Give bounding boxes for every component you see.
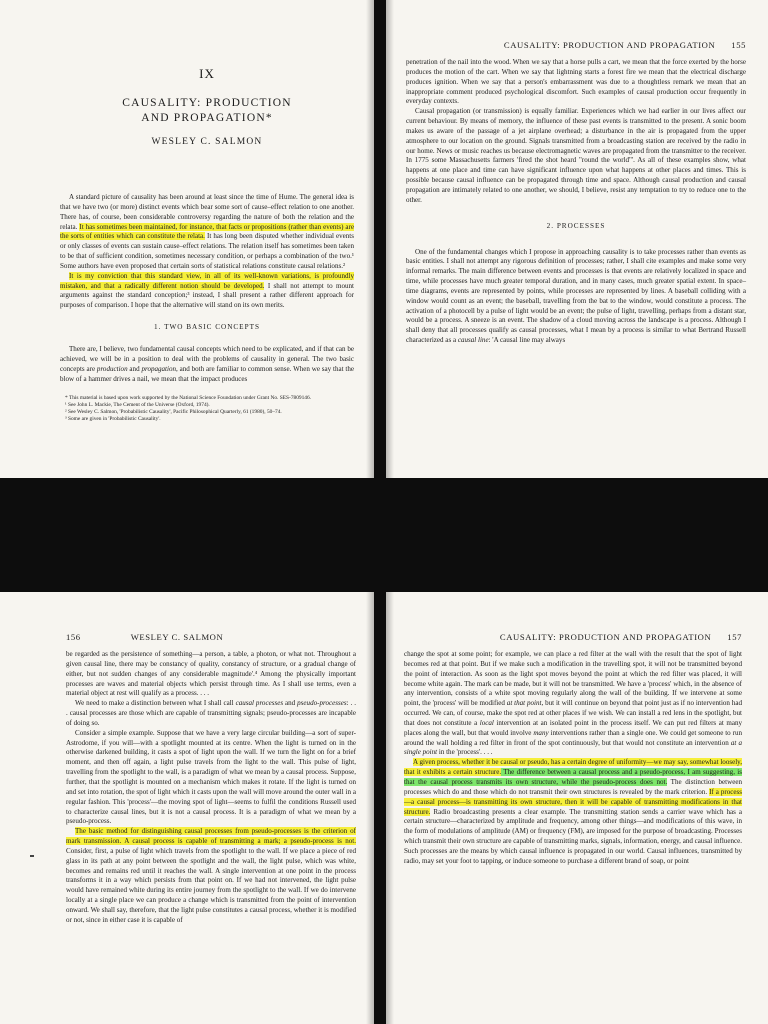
italic-term: pseudo-processes: [297, 699, 347, 708]
running-head-title: CAUSALITY: PRODUCTION AND PROPAGATION: [499, 632, 712, 642]
text-run: , but it will continue on beyond that point just as if no intervention had occurred. We can, of course, make the spot red at other places if we wish. We can install a red lens in the spotlight, but that does not constitute a: [404, 699, 742, 727]
text-run: and: [283, 699, 298, 708]
page-154: [0, 0, 374, 478]
text-run: and: [127, 364, 142, 373]
text-run: Consider, first, a pulse of light which travels from the spotlight to the wall. If we place a piece of red glass in its path at any point between the spotlight and the wall, the light pulse, which was white, becomes and remains red until it reaches the wall. A single intervention at one point in the process transforms it in a way which persists from that point on. If we had not intervened, the light pulse would have remained white during its entire journey from the spotlight to the wall. If we do intervene locally at a single place we can produce a change which is transmitted from the point of intervention onward. We shall say, therefore, that the light pulse constitutes a causal process, whether it is modified or not, since in either case it is capable of: [66, 846, 356, 924]
text-run: A standard picture of causality has been around at least since the time of Hume. The general idea is that we have two (or more) distinct events which bear some sort of cause–effect relation to one another. There has, of course, been considerable controversy regarding the nature of both the relation and the relata.: [60, 193, 354, 231]
italic-term: at that point: [506, 699, 542, 708]
running-head-title: WESLEY C. SALMON: [130, 632, 224, 642]
paragraph: Consider a simple example. Suppose that we have a very large circular building—a sort of super-Astrodome, if you will—with a spotlight mounted at its centre. When the light is turned on in the otherwise darkened building, it casts a spot of light upon the wall. If we turn the light on for a brief moment, and then off again, a light pulse travels from the light to the wall. This pulse of light, travelling from the spotlight to the wall, is a paradigm of what we mean by a causal process. Suppose, further, that the spotlight is mounted on a mechanism which makes it rotate. If the light is turned on and set into rotation, the spot of light which it casts upon the wall will move around the outer wall in a regular fashion. This 'process'—the moving spot of light—seems to fulfil the conditions Russell used to characterize causal lines, but it is not a causal process. It is a paradigm of what we mean by a pseudo-process.: [66, 728, 356, 826]
paragraph: [404, 650, 742, 758]
text-run: : . . . causal processes are those which are capable of transmitting signals; pseudo-processes are incapable of doing so.: [66, 699, 356, 727]
highlight-yellow: If a process—a causal process—is transmitting its own structure, then it will be capable of transmitting modifications in that structure.: [404, 787, 742, 816]
running-head: [404, 632, 742, 642]
text-run: change the spot at some point; for example, we can place a red filter at the wall with the result that the spot of light becomes red at that point. But if we make such a modification in the travelling spot, it will not be transmitted beyond the point of interaction. As soon as the light spot moves beyond the point at which the red filter was placed, it will become white again. The mark can be made, but it will not be transmitted. We have a 'process' which, in the absence of any intervention, consists of a white spot moving regularly along the wall of the building. If we intervene at some point, the 'process' will be modified: [404, 650, 742, 708]
text-run: I shall not attempt to mount arguments against the standard conception;³ instead, I shall present a rather different approach for purposes of comparison. I hope that the alternative will stand on its own merits.: [60, 281, 354, 310]
page-157: [386, 592, 768, 1024]
italic-term: many: [533, 728, 549, 737]
italic-term: propagation: [141, 364, 177, 373]
text-run: interventions rather than a single one. We could get someone to run around the wall holding a red filter in front of the spot continuously, but that would not constitute an intervention: [404, 728, 743, 747]
running-head: [66, 632, 356, 642]
italic-term: at a single point: [404, 738, 742, 757]
gutter-shadow: [386, 0, 394, 478]
paragraph: [66, 827, 356, 925]
paragraph: [60, 193, 354, 272]
italic-term: production: [96, 364, 128, 373]
page-number: 155: [731, 40, 746, 50]
text-run: : 'A causal line may always: [488, 336, 566, 345]
running-head: [406, 40, 746, 50]
text-run: There are, I believe, two fundamental causal concepts which need to be explicated, and if that can be achieved, we will be in a position to deal with the problems of causality in general. The two basic concepts are: [60, 344, 354, 373]
highlight-yellow: The basic method for distinguishing causal processes from pseudo-processes is the criterion of mark transmission. A causal process is capable of transmitting a mark; a pseudo-process is not.: [66, 827, 356, 846]
paragraph: Causal propagation (or transmission) is equally familiar. Experiences which we had earlier in our lives affect our current behaviour. By means of memory, the influence of these past events is transmitted to the present. A sonic boom makes us aware of the passage of a jet airplane overhead; a disturbance in the air is propagated from the upper atmosphere to our location on the ground. Signals transmitted from a broadcasting station are received by the radio in our home. News or music reaches us because electromagnetic waves are propagated from the transmitter to the receiver. In 1775 some Massachusetts farmers 'fired the shot heard "round the world"'. As all of these examples show, what happens at one place and time can have significant influence upon what happens at other places and times. This is possible because causal influence can be propagated through time and space. Although causal production and causal propagation are intimately related to one another, we should, I believe, resist any temptation to try to reduce one to the other.: [406, 107, 746, 204]
page-156: [0, 592, 374, 1024]
highlight-green: The difference between a causal process and a pseudo-process, I am suggesting, is that the causal process transmits its own structure, while the pseudo-process does not.: [404, 768, 742, 786]
text-run: One of the fundamental changes which I propose in approaching causality is to take processes rather than events as basic entities. I shall not attempt any rigorous definition of processes; rather, I shall cite examples and make some very informal remarks. The main difference between events and processes is that events are relatively localized in space and time, while processes have much greater temporal duration, and in many cases, much greater spatial extent. In space–time diagrams, events are represented by points, while processes are represented by lines. A baseball colliding with a window would count as an event; the baseball, travelling from the bat to the window, would constitute a process. The activation of a photocell by a pulse of light would be an event; the pulse of light, travelling, perhaps from a distant star, would be a process. A sneeze is an event. The shadow of a cloud moving across the landscape is a process. Although I shall deny that all processes qualify as causal processes, what I mean by a process is similar to what Bertrand Russell characterized as a: [406, 247, 746, 345]
paragraph: be regarded as the persistence of something—a person, a table, a photon, or what not. Throughout a given causal line, there may be constancy of quality, constancy of structure, or a gradual change of either, but not sudden changes of any considerable magnitude'.⁴ Among the physically important processes are waves and material objects which persist through time. As I shall use terms, even a material object at rest will qualify as a process. . . .: [66, 650, 356, 698]
paragraph: [60, 345, 354, 384]
text-run: It has long been disputed whether individual events or only classes of events can sustain cause–effect relations. The relation itself has sometimes been taken to be that of sufficient condition, sometimes necessary condition, or perhaps a combination of the two.¹ Some authors have even proposed that certain sorts of statistical relations constitute causal relations.²: [60, 232, 354, 270]
body-text: [406, 58, 746, 346]
chapter-title-line-2: AND PROPAGATION*: [141, 112, 273, 124]
paragraph: [406, 248, 746, 346]
paragraph: [66, 699, 356, 729]
highlight-yellow: It is my conviction that this standard view, in all of its well-known variations, is profoundly mistaken, and that a radically different notion should be developed.: [60, 271, 354, 290]
footnote: ¹ See John L. Mackie, The Cement of the Universe (Oxford, 1974).: [65, 402, 210, 409]
footnote: * This material is based upon work supported by the National Science Foundation under Grant No. SES-7809146.: [65, 395, 312, 402]
text-run: intervention at an isolated point in the process itself. We can put red filters at many places along the wall, but that would involve: [404, 718, 742, 737]
footnote: ³ Some are given in 'Probabilistic Causality'.: [65, 416, 161, 423]
text-run: We need to make a distinction between what I shall call: [75, 699, 236, 708]
chapter-author: WESLEY C. SALMON: [151, 137, 263, 147]
section-heading: 2. PROCESSES: [546, 221, 606, 230]
italic-term: causal line: [457, 336, 489, 345]
chapter-number: IX: [199, 66, 215, 81]
chapter-title-line-1: CAUSALITY: PRODUCTION: [122, 97, 292, 109]
gutter-shadow: [366, 0, 374, 478]
paragraph: [60, 272, 354, 311]
text-run: , and both are familiar to common sense. When we say that the blow of a hammer drives a nail, we mean that the impact produces: [60, 364, 355, 383]
paragraph: [404, 758, 742, 866]
italic-term: local: [479, 718, 494, 727]
highlight-yellow: It has sometimes been maintained, for instance, that facts or propositions (rather than events) are the sorts of entities which can constitute the relata.: [60, 222, 355, 241]
text-run: Radio broadcasting presents a clear example. The transmitting station sends a carrier wave which has a certain structure—characterized by amplitude and frequency, among other things—and modifications of this wave, in the form of modulations of amplitude (AM) or frequency (FM), are imposed for the purpose of broadcasting. Processes which transmit their own structure are capable of transmitting marks, signals, information, energy, and causal influence. Such processes are the means by which causal influence is propagated in our world. Causal influences, transmitted by radio, may set your foot to tapping, or induce someone to purchase a different brand of soap, or point: [404, 807, 742, 865]
body-text: [60, 193, 354, 384]
italic-term: causal processes: [235, 699, 284, 708]
section-heading: 1. TWO BASIC CONCEPTS: [154, 323, 260, 332]
gutter-shadow: [366, 592, 374, 1024]
highlight-yellow: A given process, whether it be causal or pseudo, has a certain degree of uniformity—we may say, somewhat loosely, that it exhibits a certain structure.: [404, 758, 742, 777]
gutter-shadow: [386, 592, 394, 1024]
chapter-title: [60, 96, 354, 126]
footnotes: [60, 395, 354, 423]
text-run: The distinction between processes which do and those which do not transmit their own structures is revealed by the mark criterion.: [404, 777, 743, 796]
page-number: 156: [66, 632, 81, 642]
body-text: [66, 650, 356, 926]
paragraph: penetration of the nail into the wood. When we say that a horse pulls a cart, we mean that the force exerted by the horse produces the motion of the cart. When we say that lightning starts a forest fire we mean that the electrical discharge produces ignition. When we say that a person's embarrassment was due to a thoughtless remark we mean that an inappropriate comment produced psychological discomfort. Such examples of causal production occur frequently in everyday contexts.: [406, 58, 746, 106]
footnote: ² See Wesley C. Salmon, 'Probabilistic Causality', Pacific Philosophical Quarterly, 61 (1980), 50–74.: [65, 409, 282, 416]
running-head-title: CAUSALITY: PRODUCTION AND PROPAGATION: [503, 40, 716, 50]
margin-mark: [30, 855, 34, 857]
body-text: [404, 650, 742, 867]
page-number: 157: [727, 632, 742, 642]
text-run: in the 'process'. . . .: [437, 748, 493, 757]
page-155: [386, 0, 768, 478]
